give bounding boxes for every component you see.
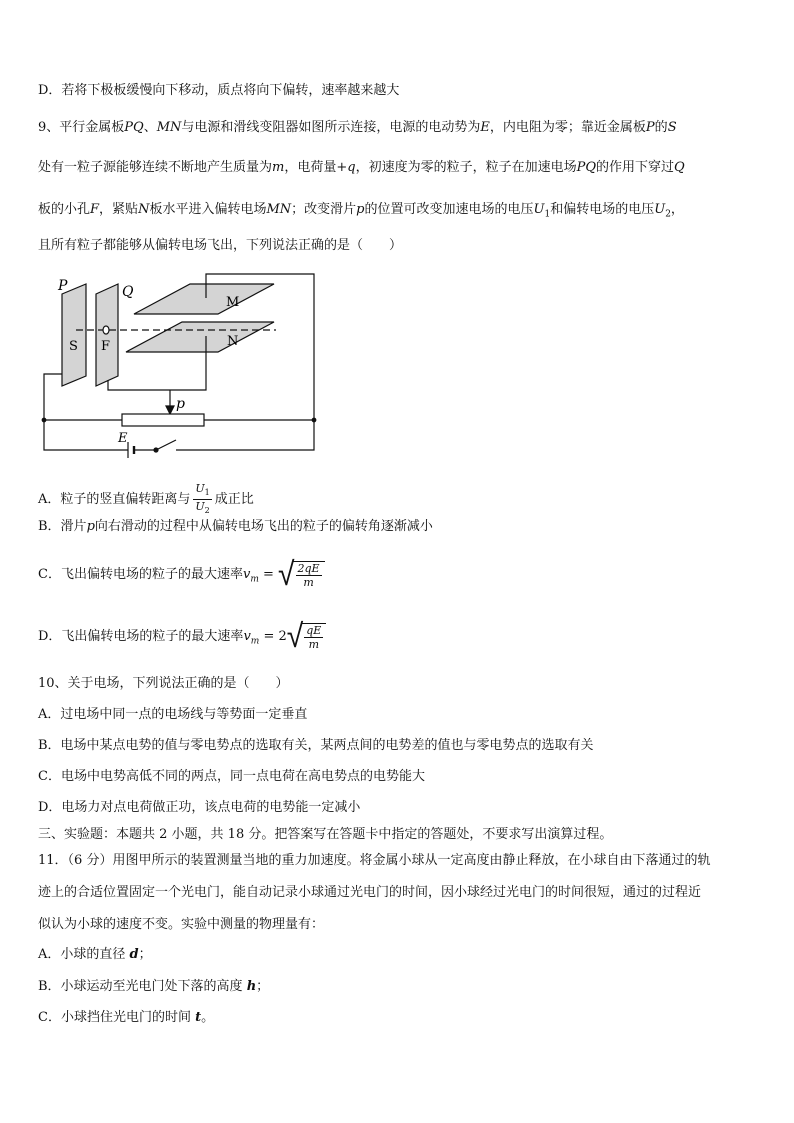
sqrt-den: m <box>303 575 314 589</box>
q11-option-b <box>38 978 269 996</box>
q9-var: N <box>138 202 150 217</box>
switch-blade <box>156 440 176 450</box>
label-p-plate: P <box>58 278 68 294</box>
wire-q <box>108 380 170 390</box>
q11-option-c-post: 。 <box>201 1010 215 1025</box>
vm-symbol: v <box>243 629 251 644</box>
q10-option-b: B．电场中某点电势的值与零电势点的选取有关，某两点间的电势差的值也与零电势点的选取有关 <box>38 738 594 753</box>
q9-option-c-pre: C．飞出偏转电场的粒子的最大速率 <box>38 567 243 582</box>
junction-left <box>42 418 46 422</box>
q9-option-b-var: p <box>86 519 95 534</box>
q9-var: MN <box>156 120 182 135</box>
frac-num: U <box>195 482 205 495</box>
vm-sub: m <box>250 574 259 585</box>
q9-text: ， <box>670 202 684 217</box>
q11-line2: 迹上的合适位置固定一个光电门，能自动记录小球通过光电门的时间，因小球经过光电门的时间很短，通过的过程近 <box>38 885 702 900</box>
q9-var: S <box>667 120 677 135</box>
q9-text: ；改变滑片 <box>291 202 357 217</box>
q10-option-c: C．电场中电势高低不同的两点，同一点电荷在高电势点的电势能大 <box>38 769 425 784</box>
fraction-u1-u2 <box>193 482 211 517</box>
label-n-plate: N <box>227 334 239 349</box>
slider-arrow-head <box>166 406 174 414</box>
q9-circuit-figure <box>36 270 326 462</box>
q9-text: ，初速度为零的粒子，粒子在加速电场 <box>355 160 577 175</box>
q9-sub: 1 <box>544 209 551 220</box>
q9-option-b <box>38 518 433 536</box>
q11-option-c <box>38 1009 214 1027</box>
rheostat <box>122 414 204 426</box>
q9-option-a-pre: A．粒子的竖直偏转距离与 <box>38 492 191 508</box>
q9-var: F <box>90 202 100 217</box>
frac-num-sub: 1 <box>204 488 210 498</box>
frac-den-sub: 2 <box>204 506 210 516</box>
q9-text: ，电荷量 <box>284 160 337 175</box>
frac-den: U <box>195 500 205 514</box>
equals: = <box>258 567 279 582</box>
q9-stem-line4: 且所有粒子都能够从偏转电场飞出，下列说法正确的是（ ） <box>38 238 403 253</box>
q11-option-c-var: t <box>195 1010 202 1025</box>
q9-stem-line3 <box>38 201 684 224</box>
q11-option-c-pre: C．小球挡住光电门的时间 <box>38 1010 196 1025</box>
plate-q <box>96 284 118 386</box>
q9-option-d <box>38 618 326 661</box>
q10-option-a: A．过电场中同一点的电场线与等势面一定垂直 <box>38 707 308 722</box>
q9-text: 与电源和滑线变阻器如图所示连接，电源的电动势为 <box>181 120 481 135</box>
q9-text: 的 <box>654 120 668 135</box>
wire-p <box>44 374 62 420</box>
sqrt-num: 2qE <box>297 561 320 575</box>
q9-var: U <box>654 202 666 217</box>
q9-text: 板水平进入偏转电场 <box>149 202 267 217</box>
q9-sub: 2 <box>665 209 671 220</box>
hole-f <box>103 326 109 334</box>
q9-var: m <box>272 160 285 175</box>
sqrt-2qe-m: √ $\frac{2qE}{m}$ <box>278 560 325 590</box>
q8-option-d: D．若将下极板缓慢向下移动，质点将向下偏转，速率越来越大 <box>38 83 400 98</box>
q9-text: 的作用下穿过 <box>596 160 675 175</box>
sqrt-qe-m: √ $\frac{qE}{m}$ <box>287 622 327 652</box>
q9-stem-line2 <box>38 159 685 177</box>
equals: = 2 <box>259 629 287 644</box>
q9-text: 的位置可改变加速电场的电压 <box>364 202 534 217</box>
q11-option-b-pre: B．小球运动至光电门处下落的高度 <box>38 979 247 994</box>
q9-option-a <box>38 482 254 517</box>
section-3-heading: 三、实验题：本题共 2 小题，共 18 分。把答案写在答题卡中指定的答题处，不要求写出演算过程。 <box>38 827 613 842</box>
q9-option-b-b: 向右滑动的过程中从偏转电场飞出的粒子的偏转角逐渐减小 <box>94 519 433 534</box>
plate-n <box>126 322 274 352</box>
label-f: F <box>101 339 111 354</box>
q11-line1: 11．（6 分）用图甲所示的装置测量当地的重力加速度。将金属小球从一定高度由静止释放，在小球自由下落通过的轨 <box>38 853 711 868</box>
label-slider-p: p <box>176 396 185 412</box>
q9-option-b-a: B．滑片 <box>38 519 87 534</box>
vm-sub: m <box>250 636 260 647</box>
plate-p <box>62 284 86 386</box>
q11-option-a-var: d <box>129 947 139 962</box>
sqrt-den: m <box>308 637 319 651</box>
q9-var: MN <box>266 202 292 217</box>
q9-option-a-post: 成正比 <box>214 492 254 508</box>
q11-option-a <box>38 946 152 964</box>
q10-stem: 10、关于电场，下列说法正确的是（ ） <box>38 676 289 691</box>
plate-m <box>134 284 274 314</box>
q9-text: 、 <box>143 120 157 135</box>
label-q-plate: Q <box>122 284 134 300</box>
q9-text: 和偏转电场的电压 <box>550 202 655 217</box>
q11-option-b-post: ； <box>256 979 270 994</box>
q9-var: p <box>356 202 365 217</box>
q9-var: P <box>645 120 655 135</box>
q9-var: Q <box>674 160 685 175</box>
label-m-plate: M <box>226 295 240 310</box>
q9-text: 处有一粒子源能够连续不断地产生质量为 <box>38 160 273 175</box>
q9-stem-line1 <box>38 119 677 137</box>
vm-symbol: v <box>242 567 251 582</box>
q9-option-c <box>38 556 325 599</box>
sqrt-num: qE <box>306 623 322 637</box>
q9-text: 9、平行金属板 <box>38 120 125 135</box>
q10-option-d: D．电场力对点电荷做正功，该点电荷的电势能一定减小 <box>38 800 361 815</box>
q9-text: 板的小孔 <box>38 202 91 217</box>
q9-option-d-pre: D．飞出偏转电场的粒子的最大速率 <box>38 629 244 644</box>
q9-var: U <box>533 202 545 217</box>
q9-var: PQ <box>576 160 596 175</box>
label-e: E <box>118 431 128 446</box>
q11-option-b-var: h <box>246 979 257 994</box>
q9-var: E <box>480 120 490 135</box>
q11-line3: 似认为小球的速度不变。实验中测量的物理量有： <box>38 917 325 932</box>
rail-bottom-left <box>44 420 128 450</box>
label-s: S <box>69 339 78 354</box>
q9-var: PQ <box>124 120 144 135</box>
q11-option-a-post: ； <box>138 947 152 962</box>
q9-text: ，内电阻为零；靠近金属板 <box>489 120 646 135</box>
junction-right <box>312 418 316 422</box>
q9-text: ，紧贴 <box>99 202 139 217</box>
q9-var: +q <box>336 160 356 175</box>
q11-option-a-pre: A．小球的直径 <box>38 947 130 962</box>
